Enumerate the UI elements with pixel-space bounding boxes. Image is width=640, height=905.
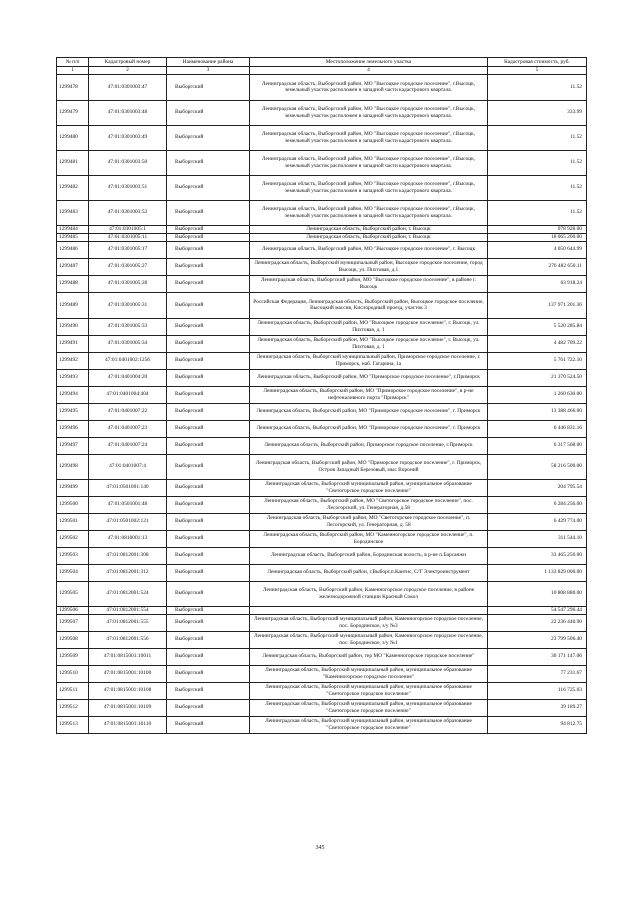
- cell-num: 1299505: [57, 581, 89, 606]
- cell-cad: 47:01:0301003:48: [89, 100, 167, 125]
- cell-district: Выборгский: [167, 150, 250, 175]
- cell-num: 1299510: [57, 665, 89, 682]
- table-row: [57, 648, 587, 665]
- cell-district: Выборгский: [167, 564, 250, 581]
- cell-value: 11.52: [488, 74, 587, 100]
- cell-num: 1299506: [57, 606, 89, 614]
- cell-cad: 47:01:0401004:20: [89, 369, 167, 386]
- header-cell: Кадастровый номер: [89, 58, 167, 67]
- cell-value: 22 236 440.90: [488, 614, 587, 631]
- cell-num: 1299512: [57, 699, 89, 716]
- cell-num: 1299485: [57, 233, 89, 241]
- cell-location: Ленинградская область, Выборгский район, МО "Светогорское городское поселение", пос. Лесогорский, ул. Генераторная, д.58: [250, 496, 488, 513]
- cell-cad: 47:01:0301005:28: [89, 275, 167, 292]
- header-cell: Местоположение земельного участка: [250, 58, 488, 67]
- cell-num: 1299508: [57, 631, 89, 648]
- table-row: [57, 454, 587, 479]
- cell-cad: 47:01:0301005:34: [89, 335, 167, 352]
- cell-num: 1299484: [57, 225, 89, 233]
- table-row: [57, 258, 587, 275]
- cell-district: Выборгский: [167, 241, 250, 258]
- cell-num: 1299497: [57, 437, 89, 454]
- cell-location: Ленинградская область, Выборгский район, МО "Высоцкое городское поселение", г.Высоцк, земельный участок расположен в западной части кадастрового квартала.: [250, 125, 488, 150]
- table-row: [57, 547, 587, 564]
- cell-cad: 47:01:0301005:33: [89, 318, 167, 335]
- cell-district: Выборгский: [167, 496, 250, 513]
- cell-district: Выборгский: [167, 352, 250, 369]
- table-row: [57, 614, 587, 631]
- cell-location: Ленинградская область, Выборгский район, г. Высоцк: [250, 233, 488, 241]
- table-row: [57, 74, 587, 100]
- cell-location: Ленинградская область, Выборгский муниципальный район, Высоцкое городское поселение, город Высоцк, ул. Пихтовая, д.1: [250, 258, 488, 275]
- cell-cad: 47:01:0815001:10110: [89, 716, 167, 733]
- cell-value: 94 812.75: [488, 716, 587, 733]
- cell-value: 6 284 256.00: [488, 496, 587, 513]
- cell-num: 1299483: [57, 200, 89, 225]
- cell-district: Выборгский: [167, 437, 250, 454]
- cell-district: Выборгский: [167, 335, 250, 352]
- cell-district: Выборгский: [167, 318, 250, 335]
- cell-num: 1299479: [57, 100, 89, 125]
- cell-location: Ленинградская область, Выборгский район, МО "Каменногорское городское поселение", п. Бородинское: [250, 530, 488, 547]
- cell-value: 58 216 500.00: [488, 454, 587, 479]
- cell-value: 5 761 722.10: [488, 352, 587, 369]
- cell-value: 10 808 880.00: [488, 581, 587, 606]
- cell-district: Выборгский: [167, 454, 250, 479]
- cell-num: 1299504: [57, 564, 89, 581]
- cell-value: 11.52: [488, 150, 587, 175]
- cell-cad: 47:01:0812001:308: [89, 547, 167, 564]
- table-row: [57, 352, 587, 369]
- cell-location: Ленинградская область, Выборгский муниципальный район, муниципальное образование "Светогорское городское поселение": [250, 699, 488, 716]
- cell-location: [250, 606, 488, 614]
- cell-value: 23 799 506.40: [488, 631, 587, 648]
- cell-value: 978 928.00: [488, 225, 587, 233]
- cell-location: Ленинградская область, Выборгский район, МО "Приморское городское поселение", г. Приморск, Остров Западный Березовый, мыс Вороний: [250, 454, 488, 479]
- cell-cad: 47:01:0301005:17: [89, 241, 167, 258]
- cell-location: Ленинградская область, Выборгский район, МО "Высоцкое городское поселение", г.Высоцк, земельный участок расположен в западной части кадастрового квартала.: [250, 150, 488, 175]
- cell-district: Выборгский: [167, 258, 250, 275]
- cell-value: 11.52: [488, 175, 587, 200]
- cell-value: 1 260 630.00: [488, 386, 587, 403]
- cell-cad: 47:01:0301003:49: [89, 125, 167, 150]
- cell-cad: 47:01:0812001:312: [89, 564, 167, 581]
- table-row: [57, 479, 587, 496]
- table-row: [57, 335, 587, 352]
- table-row: [57, 241, 587, 258]
- cell-num: 1299511: [57, 682, 89, 699]
- cell-cad: 47:01:0812001:524: [89, 581, 167, 606]
- cell-num: 1299509: [57, 648, 89, 665]
- cell-location: Ленинградская область, Выборгский район, МО "Приморское городское поселение", г. Приморск: [250, 420, 488, 437]
- cell-location: Ленинградская область, Выборгский район, Приморское городское поселение, г.Приморск: [250, 437, 488, 454]
- column-number-cell: 2: [89, 67, 167, 75]
- cadastral-value-table: [56, 57, 587, 734]
- cell-district: Выборгский: [167, 530, 250, 547]
- cell-value: 276 482 650.11: [488, 258, 587, 275]
- column-number-cell: 4: [250, 67, 488, 75]
- cell-value: 1 133 829 000.00: [488, 564, 587, 581]
- cell-location: Ленинградская область, Выборгский район, МО "Высоцкое городское поселение", г. Высоцк, ул. Пихтовая, д. 1: [250, 335, 488, 352]
- cell-value: 4 050 644.99: [488, 241, 587, 258]
- cell-district: Выборгский: [167, 614, 250, 631]
- cell-location: Ленинградская область, Выборгский район, Бородинская волость, в р-не п.Барсанжи: [250, 547, 488, 564]
- cell-cad: 47:01:0301005:11: [89, 233, 167, 241]
- cell-location: Российская Федерация, Ленинградская область, Выборгский район, Высоцкое городское поселение, Высоцкий массив, Кислородный проезд, участок 3: [250, 292, 488, 318]
- cell-value: 4 482 709.22: [488, 335, 587, 352]
- table-row: [57, 496, 587, 513]
- cell-value: 116 725.03: [488, 682, 587, 699]
- table-row: [57, 292, 587, 318]
- table-row: [57, 386, 587, 403]
- table-row: [57, 403, 587, 420]
- table-row: [57, 606, 587, 614]
- cell-district: Выборгский: [167, 292, 250, 318]
- cell-location: Ленинградская область, Выборгский муниципальный район, муниципальное образование "Светогорское городское поселение": [250, 682, 488, 699]
- cell-district: Выборгский: [167, 581, 250, 606]
- cell-cad: 47:01:0812001:554: [89, 606, 167, 614]
- cell-num: 1299501: [57, 513, 89, 530]
- table-row: [57, 682, 587, 699]
- cell-district: Выборгский: [167, 386, 250, 403]
- cell-cad: 47:01:0815001:10100: [89, 665, 167, 682]
- cell-cad: 47:01:0401002:1256: [89, 352, 167, 369]
- cell-location: Ленинградская область, Выборгский район, тер МО "Каменногорское городское поселение": [250, 648, 488, 665]
- cell-district: Выборгский: [167, 648, 250, 665]
- cell-num: 1299500: [57, 496, 89, 513]
- cell-num: 1299499: [57, 479, 89, 496]
- table-row: [57, 275, 587, 292]
- cell-num: 1299487: [57, 258, 89, 275]
- header-cell: Наименование района: [167, 58, 250, 67]
- cell-num: 1299502: [57, 530, 89, 547]
- header-row: [57, 58, 587, 67]
- cell-num: 1299489: [57, 292, 89, 318]
- cell-district: Выборгский: [167, 275, 250, 292]
- cell-location: Ленинградская область, Выборгский район, Каменногорское городское поселение, в районе железнодорожной станции Красный Сокол: [250, 581, 488, 606]
- table-row: [57, 200, 587, 225]
- cell-num: 1299478: [57, 74, 89, 100]
- column-number-cell: 3: [167, 67, 250, 75]
- cell-cad: 47:01:0401007:22: [89, 403, 167, 420]
- cell-value: 5 520 285.84: [488, 318, 587, 335]
- cell-value: 30 171 147.06: [488, 648, 587, 665]
- table-row: [57, 437, 587, 454]
- cell-district: Выборгский: [167, 631, 250, 648]
- cell-cad: 47:01:0301003:51: [89, 175, 167, 200]
- header-cell: № п/п: [57, 58, 89, 67]
- cell-district: Выборгский: [167, 74, 250, 100]
- cell-cad: 47:01:0401004:404: [89, 386, 167, 403]
- cell-value: 11.52: [488, 200, 587, 225]
- cell-district: Выборгский: [167, 225, 250, 233]
- cell-cad: 47:01:0501001:48: [89, 496, 167, 513]
- cell-value: 21 370 524.50: [488, 369, 587, 386]
- column-number-cell: 5: [488, 67, 587, 75]
- cell-value: 77 231.67: [488, 665, 587, 682]
- cell-location: Ленинградская область, Выборгский муниципальный район, Каменногорское городское поселение, пос. Бородинское, з/у №1: [250, 631, 488, 648]
- cell-num: 1299496: [57, 420, 89, 437]
- cell-location: Ленинградская область, Выборгский район, МО "Приморское городское поселение", г. Приморск: [250, 403, 488, 420]
- cell-district: Выборгский: [167, 125, 250, 150]
- cell-cad: 47:01:0401007:4: [89, 454, 167, 479]
- cell-district: Выборгский: [167, 233, 250, 241]
- cell-value: 39 189.27: [488, 699, 587, 716]
- cell-location: Ленинградская область, Выборгский район, г.Выборг,п.Кантис, С/Т Электроинструмент: [250, 564, 488, 581]
- cell-num: 1299490: [57, 318, 89, 335]
- cell-location: Ленинградская область, Выборгский район, МО "Приморское городское поселение", г.Приморск: [250, 369, 488, 386]
- table-row: [57, 530, 587, 547]
- cell-value: 6 429 774.00: [488, 513, 587, 530]
- cell-location: Ленинградская область, Выборгский район, МО "Высоцкое городское поселение", г.Высоцк, земельный участок расположен в западной части кадастрового квартала.: [250, 74, 488, 100]
- cell-cad: 47:01:0501002:121: [89, 513, 167, 530]
- cell-location: Ленинградская область, Выборгский район, МО "Высоцкое городское поселение", г.Высоцк, земельный участок расположен в западной части кадастрового квартала.: [250, 100, 488, 125]
- cell-num: 1299513: [57, 716, 89, 733]
- cell-location: Ленинградская область, Выборгский район, МО "Высоцкое городское поселение", г. Высоцк: [250, 241, 488, 258]
- cell-district: Выборгский: [167, 682, 250, 699]
- table-row: [57, 513, 587, 530]
- cell-num: 1299480: [57, 125, 89, 150]
- cell-value: 18 065 200.00: [488, 233, 587, 241]
- cell-value: 137 971 201.36: [488, 292, 587, 318]
- cell-num: 1299503: [57, 547, 89, 564]
- cell-value: 63 918.24: [488, 275, 587, 292]
- column-number-row: [57, 67, 587, 75]
- cell-location: Ленинградская область, Выборгский район, МО "Высоцкое городское поселение", в районе г. Высоцк: [250, 275, 488, 292]
- table-row: [57, 665, 587, 682]
- cell-district: Выборгский: [167, 547, 250, 564]
- cell-district: Выборгский: [167, 716, 250, 733]
- cell-location: Ленинградская область, Выборгский район, МО "Приморское городское поселение", в р-не нефтеналивного порта "Приморск": [250, 386, 488, 403]
- table-row: [57, 564, 587, 581]
- cell-district: Выборгский: [167, 403, 250, 420]
- cell-cad: 47:01:0815001:10108: [89, 682, 167, 699]
- cell-cad: 47:01:0301003:52: [89, 200, 167, 225]
- cell-cad: 47:01:0812001:555: [89, 614, 167, 631]
- table-row: [57, 716, 587, 733]
- table-row: [57, 318, 587, 335]
- cell-location: Ленинградская область, Выборгский муниципальный район, Каменногорское городское поселение, пос. Бородинское, з/у №3: [250, 614, 488, 631]
- table-row: [57, 225, 587, 233]
- cell-location: Ленинградская область, Выборгский район, г. Высоцк: [250, 225, 488, 233]
- cell-value: 33 465 250.00: [488, 547, 587, 564]
- cell-cad: 47:01:0301003:47: [89, 74, 167, 100]
- cell-location: Ленинградская область, Выборгский район, МО "Светогорское городское поселение", п. Лесогорский, ул. Генераторная, д. 58: [250, 513, 488, 530]
- cell-num: 1299491: [57, 335, 89, 352]
- cell-num: 1299498: [57, 454, 89, 479]
- cell-num: 1299486: [57, 241, 89, 258]
- cell-value: 54 547 296.44: [488, 606, 587, 614]
- cell-cad: 47:01:0812001:556: [89, 631, 167, 648]
- cell-district: Выборгский: [167, 175, 250, 200]
- cell-cad: 47:01:0501001:140: [89, 479, 167, 496]
- cell-cad: 47:01:0301005:1: [89, 225, 167, 233]
- cell-num: 1299493: [57, 369, 89, 386]
- cell-num: 1299507: [57, 614, 89, 631]
- cell-location: Ленинградская область, Выборгский муниципальный район, муниципальное образование "Светогорское городское поселение": [250, 479, 488, 496]
- cell-location: Ленинградская область, Выборгский район, МО "Высоцкое городское поселение", г.Высоцк, земельный участок расположен в западной части кадастрового квартала.: [250, 175, 488, 200]
- cell-location: Ленинградская область, Выборгский муниципальный район, муниципальное образование "Каменногорское городское поселение": [250, 665, 488, 682]
- table-row: [57, 631, 587, 648]
- cell-location: Ленинградская область, Выборгский муниципальный район, Приморское городское поселение, г. Приморск, наб. Гагарина, 1а: [250, 352, 488, 369]
- table-row: [57, 420, 587, 437]
- cell-value: 13 388 466.00: [488, 403, 587, 420]
- table-row: [57, 369, 587, 386]
- cell-value: 311 544.10: [488, 530, 587, 547]
- cell-location: Ленинградская область, Выборгский район, МО "Высоцкое городское поселение", г. Высоцк, ул. Пихтовая, д. 1: [250, 318, 488, 335]
- cell-district: Выборгский: [167, 606, 250, 614]
- cell-num: 1299494: [57, 386, 89, 403]
- cadastral-table-sheet: [56, 57, 586, 734]
- cell-district: Выборгский: [167, 369, 250, 386]
- cell-value: 333.99: [488, 100, 587, 125]
- column-number-cell: 1: [57, 67, 89, 75]
- table-body: [57, 74, 587, 733]
- cell-cad: 47:01:0301003:50: [89, 150, 167, 175]
- table-row: [57, 581, 587, 606]
- cell-district: Выборгский: [167, 665, 250, 682]
- cell-district: Выборгский: [167, 513, 250, 530]
- table-row: [57, 125, 587, 150]
- cell-value: 11.52: [488, 125, 587, 150]
- cell-cad: 47:01:0401007:24: [89, 437, 167, 454]
- cell-district: Выборгский: [167, 100, 250, 125]
- cell-value: 6 317 568.00: [488, 437, 587, 454]
- table-row: [57, 150, 587, 175]
- cell-value: 204 795.54: [488, 479, 587, 496]
- cell-num: 1299482: [57, 175, 89, 200]
- table-row: [57, 175, 587, 200]
- cell-district: Выборгский: [167, 420, 250, 437]
- cell-cad: 47:01:0301005:31: [89, 292, 167, 318]
- table-row: [57, 233, 587, 241]
- cell-cad: 47:01:0810001:13: [89, 530, 167, 547]
- header-cell: Кадастровая стоимость, руб.: [488, 58, 587, 67]
- table-row: [57, 100, 587, 125]
- cell-district: Выборгский: [167, 699, 250, 716]
- cell-num: 1299492: [57, 352, 89, 369]
- cell-cad: 47:01:0301005:27: [89, 258, 167, 275]
- table-row: [57, 699, 587, 716]
- cell-cad: 47:01:0815001:10011: [89, 648, 167, 665]
- cell-num: 1299488: [57, 275, 89, 292]
- cell-district: Выборгский: [167, 200, 250, 225]
- cell-location: Ленинградская область, Выборгский район, МО "Высоцкое городское поселение", г.Высоцк, земельный участок расположен в западной части кадастрового квартала.: [250, 200, 488, 225]
- page-number: 345: [315, 845, 325, 851]
- cell-cad: 47:01:0815001:10109: [89, 699, 167, 716]
- cell-location: Ленинградская область, Выборгский муниципальный район, муниципальное образование "Светогорское городское поселение": [250, 716, 488, 733]
- cell-district: Выборгский: [167, 479, 250, 496]
- cell-num: 1299481: [57, 150, 89, 175]
- cell-cad: 47:01:0401007:23: [89, 420, 167, 437]
- cell-value: 6 446 831.16: [488, 420, 587, 437]
- cell-num: 1299495: [57, 403, 89, 420]
